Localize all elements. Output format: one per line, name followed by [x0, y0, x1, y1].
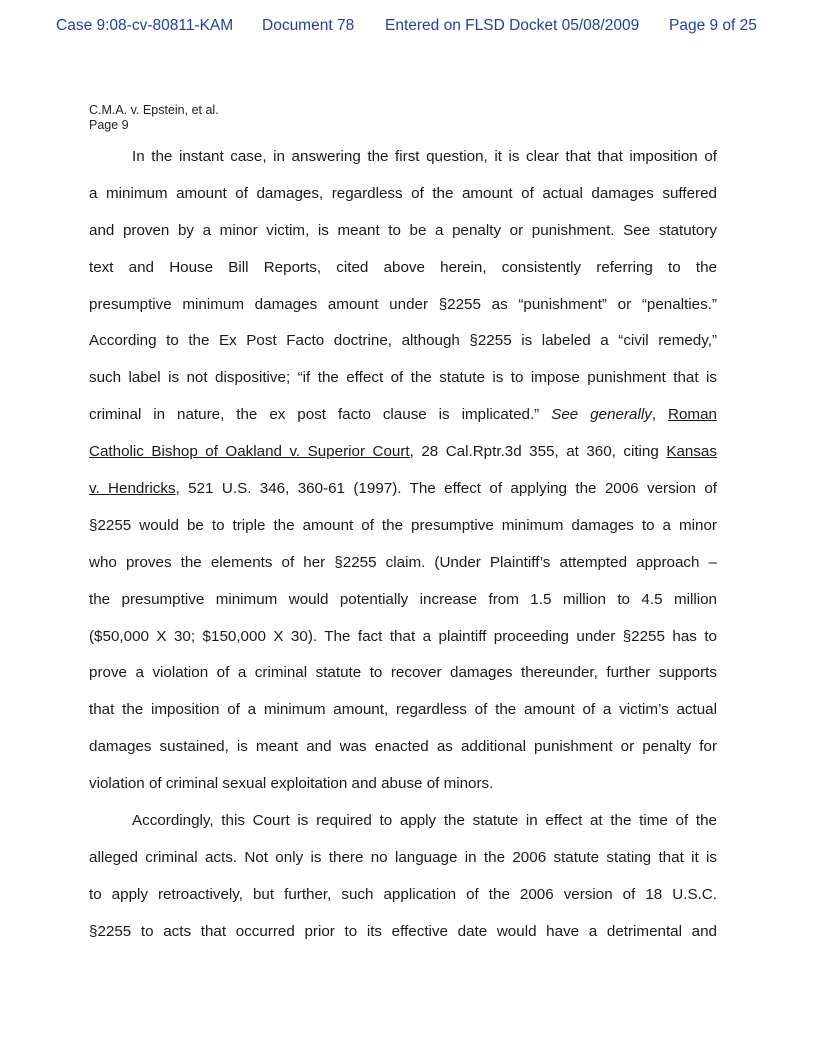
- text-line: and proven by a minor victim, is meant to be a penalty or punishment. See statutory: [89, 221, 717, 239]
- text-segment: , 28 Cal.Rptr.3d 355, at 360, citing: [409, 443, 659, 461]
- text-line: §2255 would be to triple the amount of the presumptive minimum damages to a minor: [89, 516, 717, 534]
- document-body: [89, 142, 717, 954]
- text-segment: criminal in nature, the ex post facto clause is implicated.”: [89, 406, 540, 424]
- case-citation: Kansas: [666, 443, 717, 461]
- case-citation: Catholic Bishop of Oakland v. Superior Court: [89, 443, 410, 461]
- paragraph-1: [89, 142, 717, 806]
- docket-entry-date: Entered on FLSD Docket 05/08/2009: [385, 17, 640, 34]
- docket-header: [0, 17, 816, 39]
- text-line: a minimum amount of damages, regardless of the amount of actual damages suffered: [89, 184, 717, 202]
- case-caption: [89, 103, 219, 133]
- text-line: to apply retroactively, but further, such application of the 2006 version of 18 U.S.C.: [89, 885, 717, 903]
- text-line: such label is not dispositive; “if the effect of the statute is to impose punishment that is: [89, 369, 717, 387]
- paragraph-2: [89, 806, 717, 954]
- text-line: prove a violation of a criminal statute to recover damages thereunder, further supports: [89, 664, 717, 682]
- text-line: According to the Ex Post Facto doctrine, although §2255 is labeled a “civil remedy,”: [89, 332, 717, 350]
- text-line: text and House Bill Reports, cited above herein, consistently referring to the: [89, 258, 717, 276]
- case-citation: v. Hendricks: [89, 480, 176, 498]
- text-line: that the imposition of a minimum amount, regardless of the amount of a victim’s actual: [89, 701, 717, 719]
- text-line: [89, 474, 717, 511]
- text-line: [89, 437, 717, 474]
- text-line: In the instant case, in answering the first question, it is clear that that imposition of: [132, 148, 717, 165]
- signal-see-generally: See generally: [551, 406, 652, 424]
- text-line: the presumptive minimum would potentially increase from 1.5 million to 4.5 million: [89, 590, 717, 608]
- text-line: violation of criminal sexual exploitation and abuse of minors.: [89, 775, 494, 793]
- caption-page: Page 9: [89, 118, 129, 132]
- text-line: §2255 to acts that occurred prior to its effective date would have a detrimental and: [89, 922, 717, 940]
- text-line: damages sustained, is meant and was enacted as additional punishment or penalty for: [89, 738, 717, 756]
- case-citation: Roman: [668, 406, 717, 424]
- text-line: alleged criminal acts. Not only is there no language in the 2006 statute stating that it is: [89, 848, 717, 866]
- text-line: who proves the elements of her §2255 claim. (Under Plaintiff’s attempted approach –: [89, 553, 717, 571]
- document-number: Document 78: [262, 17, 355, 34]
- text-segment: ,: [651, 406, 657, 424]
- text-line: ($50,000 X 30; $150,000 X 30). The fact that a plaintiff proceeding under §2255 has to: [89, 627, 717, 645]
- page-count: Page 9 of 25: [669, 17, 757, 34]
- caption-title: C.M.A. v. Epstein, et al.: [89, 103, 219, 117]
- text-line: presumptive minimum damages amount under §2255 as “punishment” or “penalties.”: [89, 295, 717, 313]
- text-line: [89, 400, 717, 437]
- text-segment: , 521 U.S. 346, 360-61 (1997). The effect of applying the 2006 version of: [175, 480, 717, 498]
- case-number: Case 9:08-cv-80811-KAM: [56, 17, 234, 34]
- text-line: Accordingly, this Court is required to apply the statute in effect at the time of the: [132, 812, 717, 830]
